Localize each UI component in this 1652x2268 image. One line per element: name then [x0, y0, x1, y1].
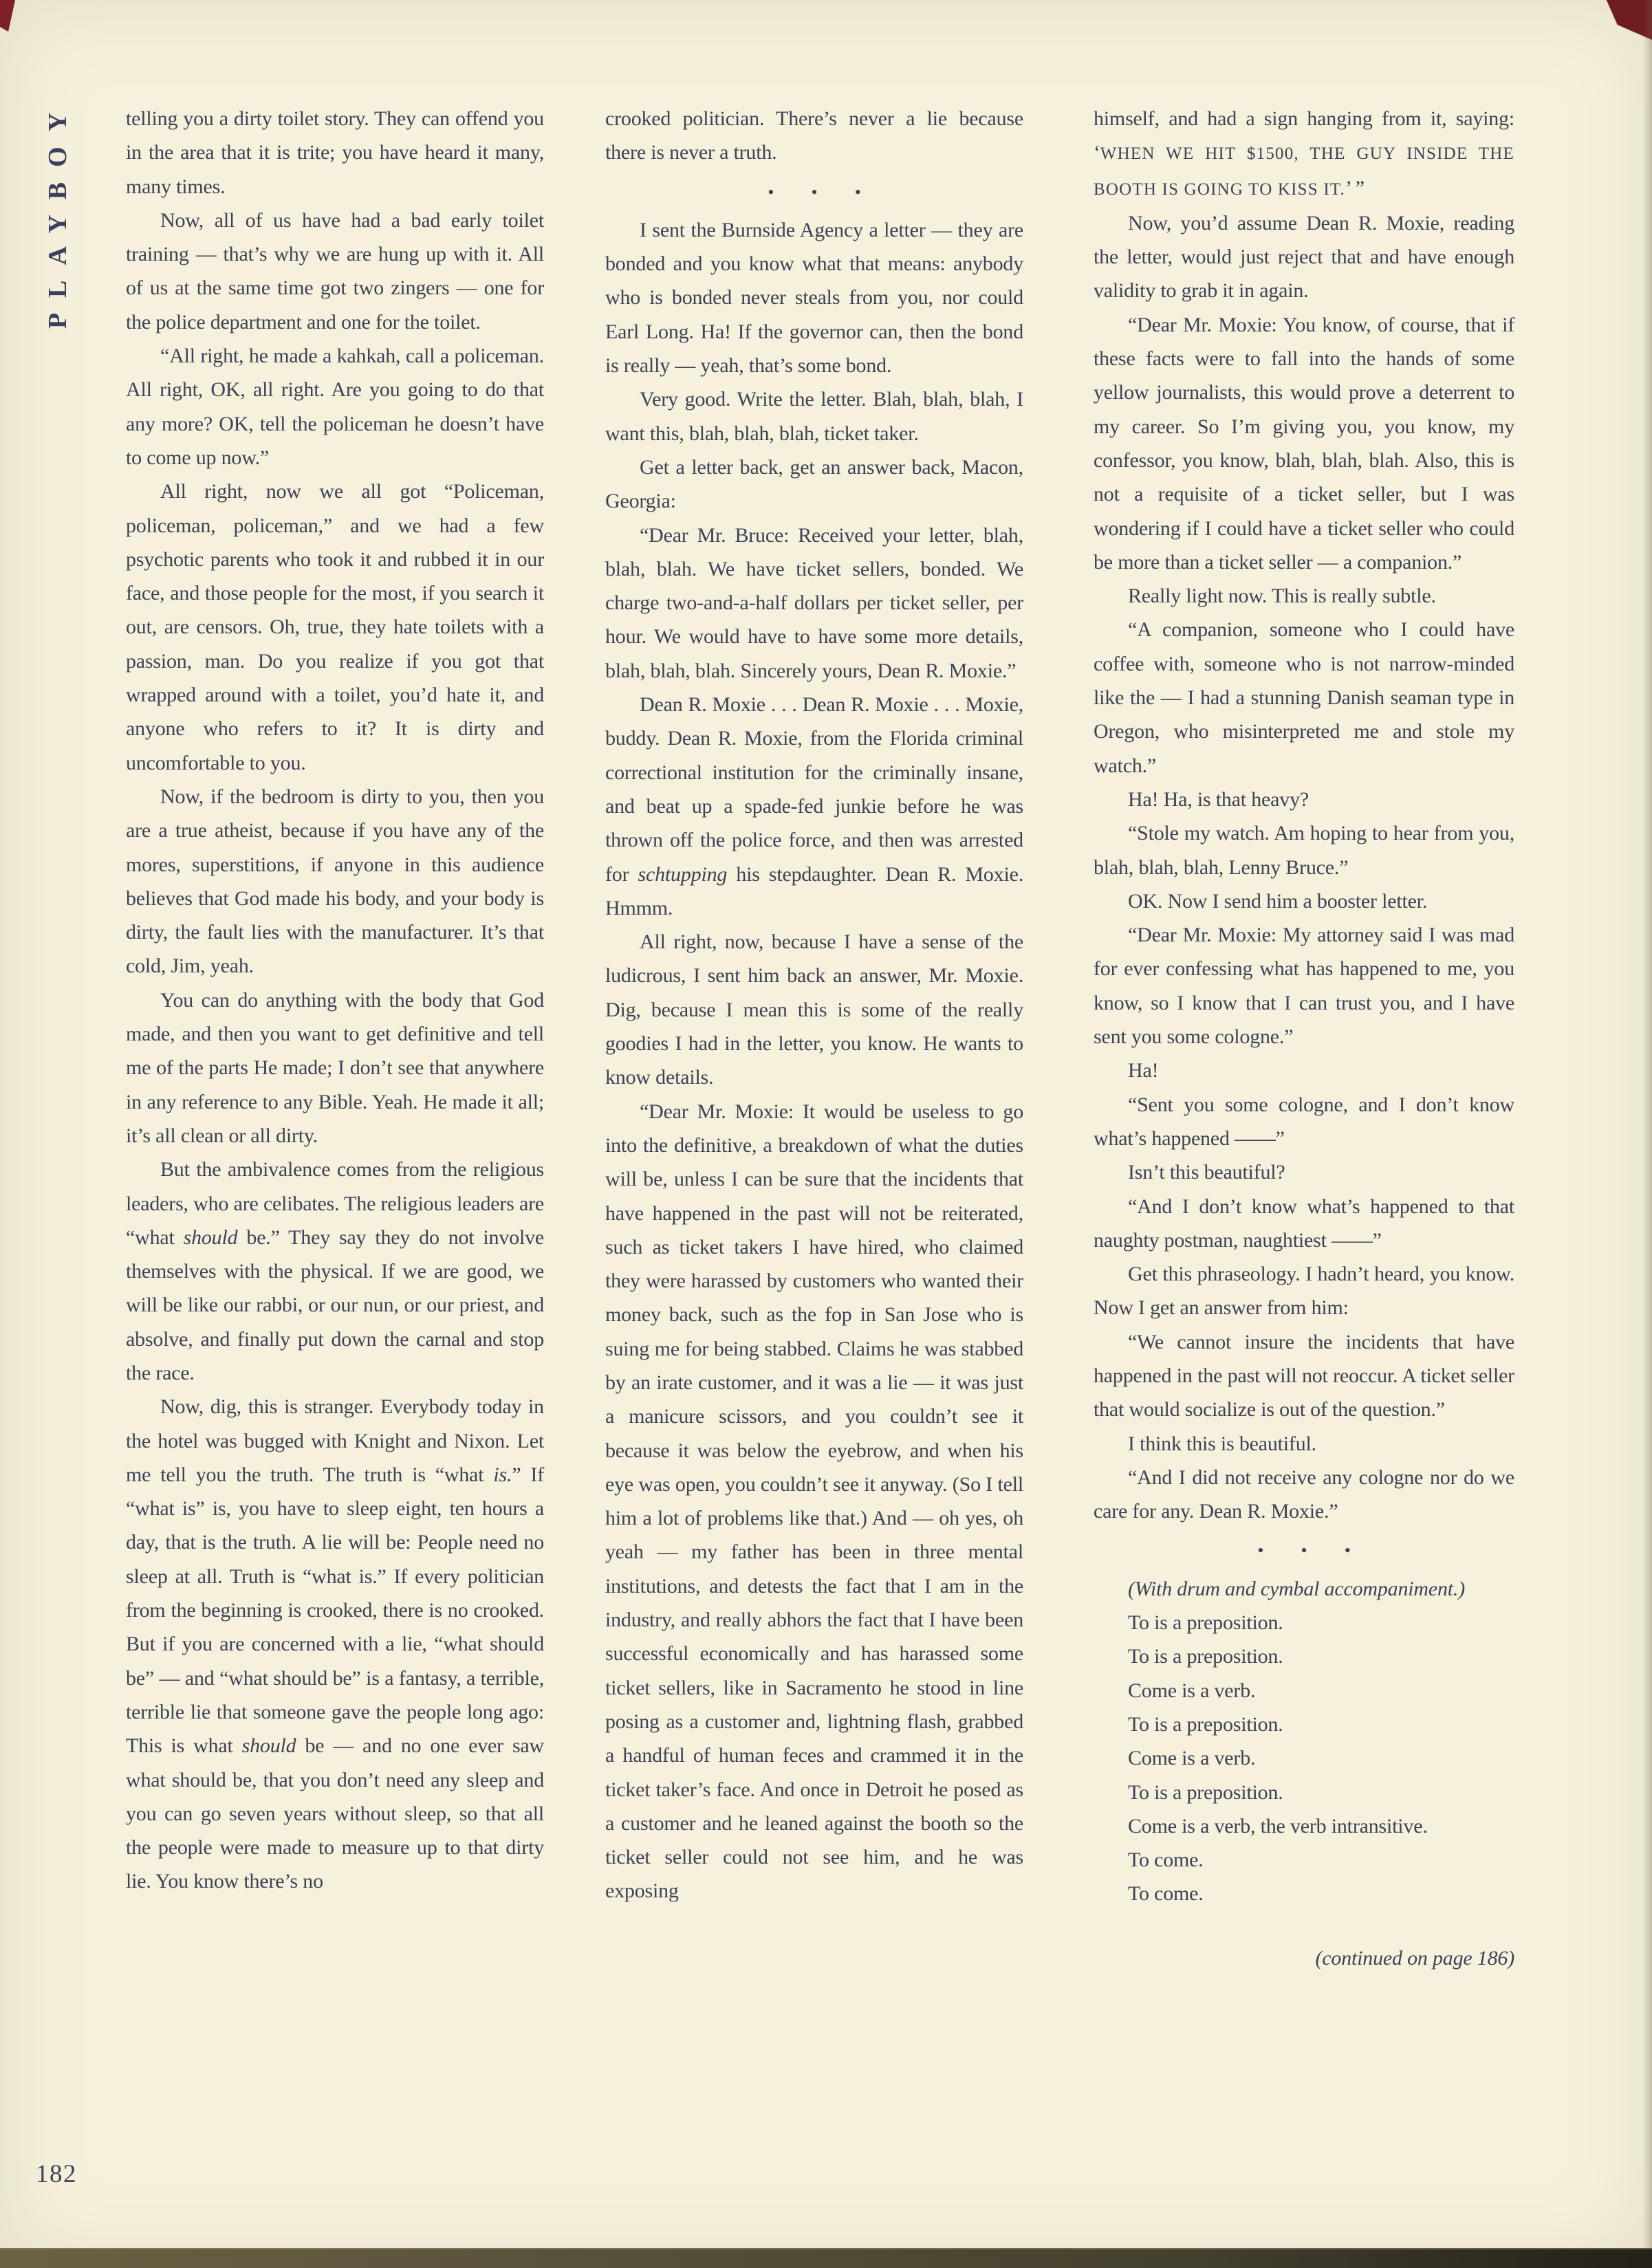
paragraph: telling you a dirty toilet story. They can offend you in the area that it is trite; you have heard it many, many times. — [126, 107, 544, 198]
paragraph: All right, now, because I have a sense of the ludicrous, I sent him back an answer, Mr. Moxie. Dig, because I mean this is some of the really goodies I had in the letter, you know. He wants to know details. — [605, 930, 1023, 1089]
verse-line: To is a preposition. — [1128, 1712, 1283, 1736]
paragraph: “We cannot insure the incidents that have happened in the past will not reoccur. A ticket seller that would socialize is out of the question.” — [1094, 1330, 1514, 1421]
page-number: 182 — [36, 2160, 77, 2188]
verse-line: To is a preposition. — [1128, 1780, 1283, 1804]
paragraph: Now, dig, this is stranger. Everybody today in the hotel was bugged with Knight and Nixon. Let me tell you the truth. The truth is “what is.” If “what is” is, you have to sleep eight, ten hours a day, that is the truth. A lie will be: People need no sleep at all. Truth is “what is.” If every politician from the beginning is crooked, there is no crooked. But if you are concerned with a lie, “what should be” — and “what should be” is a fantasy, a terrible, terrible lie that someone gave the people long ago: This is what should be — and no one ever saw what should be, that you don’t need any sleep and you can go seven years without sleep, so that all the people were made to measure up to that dirty lie. You know there’s no — [126, 1395, 545, 1893]
verse-line: Come is a verb. — [1128, 1747, 1256, 1770]
paragraph: Ha! Ha, is that heavy? — [1128, 787, 1309, 811]
paragraph: OK. Now I send him a booster letter. — [1128, 889, 1428, 913]
paragraph: crooked politician. There’s never a lie because there is never a truth. — [605, 107, 1023, 164]
paragraph: All right, now we all got “Policeman, policeman, policeman,” and we had a few psychotic parents who took it and rubbed it in our face, and those people for the most, if you search it out, are censors. Oh, true, they hate toilets with a passion, man. Do you realize if you got that wrapped around with a toilet, you’d hate it, and anyone who refers to it? It is dirty and uncomfortable to you. — [126, 480, 544, 774]
spine-magazine-title: PLAYBOY — [43, 97, 72, 329]
paragraph: Very good. Write the letter. Blah, blah, blah, I want this, blah, blah, blah, ticket taker. — [605, 388, 1023, 445]
paragraph: “Dear Mr. Bruce: Received your letter, blah, blah, blah. We have ticket sellers, bonded. We charge two-and-a-half dollars per ticket seller, per hour. We would have to have some more details, blah, blah, blah. Sincerely yours, Dean R. Moxie.” — [605, 523, 1023, 682]
paragraph: “Dear Mr. Moxie: My attorney said I was mad for ever confessing what has happened to me, you know, so I know that I can trust you, and I have sent you some cologne.” — [1094, 924, 1514, 1049]
paragraph: Now, you’d assume Dean R. Moxie, reading the letter, would just reject that and have enough validity to grab it in again. — [1094, 211, 1514, 303]
paragraph: Now, all of us have had a bad early toilet training — that’s why we are hung up with it. All of us at the same time got two zingers — one for the police department and one for the toilet. — [126, 208, 544, 334]
paragraph: Get a letter back, get an answer back, Macon, Georgia: — [605, 455, 1023, 513]
text-column-2 — [605, 102, 1023, 1908]
paragraph: “Sent you some cologne, and I don’t know what’s happened ——” — [1094, 1093, 1514, 1150]
paragraph: But the ambivalence comes from the religious leaders, who are celibates. The religious leaders are “what should be.” They say they do not involve themselves with the physical. If we are good, we will be like our rabbi, or our nun, or our priest, and absolve, and finally put down the carnal and stop the race. — [126, 1158, 545, 1384]
paragraph: Ha! — [1128, 1059, 1159, 1082]
paragraph: “All right, he made a kahkah, call a policeman. All right, OK, all right. Are you going to do that any more? OK, tell the policeman he doesn’t have to come up now.” — [126, 345, 544, 469]
paragraph: “Stole my watch. Am hoping to hear from you, blah, blah, blah, Lenny Bruce.” — [1094, 822, 1514, 879]
paragraph: “Dear Mr. Moxie: You know, of course, that if these facts were to fall into the hands of some yellow journalists, this would prove a deterrent to my career. So I’m giving you, you know, my confessor, you know, blah, blah, blah. Also, this is not a requisite of a ticket seller, but I was wondering if I could have a ticket seller who could be more than a ticket seller — a companion.” — [1094, 313, 1514, 574]
text-column-1 — [126, 102, 544, 1899]
verse-line: To come. — [1128, 1882, 1204, 1906]
paragraph: “And I did not receive any cologne nor do we care for any. Dean R. Moxie.” — [1094, 1465, 1514, 1523]
page-edge-shadow-right — [1642, 0, 1652, 2268]
verse-line: Come is a verb. — [1128, 1679, 1256, 1702]
continued-note: (continued on page 186) — [1315, 1946, 1514, 1970]
paragraph: Dean R. Moxie . . . Dean R. Moxie . . . Moxie, buddy. Dean R. Moxie, from the Florida criminal correctional institution for the criminally insane, and beat up a spade-fed junkie before he was thrown off the police force, and then was arrested for schtupping his stepdaughter. Dean R. Moxie. Hmmm. — [605, 693, 1023, 919]
scan-mark-top-left — [0, 0, 15, 32]
paragraph: Now, if the bedroom is dirty to you, then you are a true atheist, because if you have any of the mores, superstitions, if anyone in this audience believes that God made his body, and your body is dirty, the fault lies with the manufacturer. It’s that cold, Jim, yeah. — [126, 785, 544, 978]
paragraph: Isn’t this beautiful? — [1128, 1161, 1285, 1184]
verse-line: To is a preposition. — [1128, 1611, 1283, 1635]
verse-line: Come is a verb, the verb intransitive. — [1128, 1814, 1428, 1838]
paragraph: I think this is beautiful. — [1128, 1432, 1316, 1455]
paragraph: “And I don’t know what’s happened to that naughty postman, naughtiest ——” — [1094, 1195, 1514, 1252]
paragraph: Get this phraseology. I hadn’t heard, you know. Now I get an answer from him: — [1094, 1263, 1514, 1320]
section-separator: • • • — [768, 182, 861, 202]
paragraph: himself, and had a sign hanging from it, saying: ‘WHEN WE HIT $1500, THE GUY INSIDE THE BOOTH IS GOING TO KISS IT.’ ” — [1094, 107, 1514, 199]
text-column-3 — [1094, 102, 1514, 1975]
paragraph: (With drum and cymbal accompaniment.) — [1128, 1577, 1466, 1600]
verse-line: To come. — [1128, 1849, 1204, 1872]
paragraph: You can do anything with the body that God made, and then you want to get definitive and tell me of the parts He made; I don’t see that anywhere in any reference to any Bible. Yeah. He made it all; it’s all clean or all dirty. — [126, 988, 544, 1147]
verse-line: To is a preposition. — [1128, 1645, 1283, 1668]
paragraph: I sent the Burnside Agency a letter — they are bonded and you know what that means: anybody who is bonded never steals from you, nor could Earl Long. Ha! If the governor can, then the bond is really — yeah, that’s some bond. — [605, 218, 1023, 378]
page-edge-bottom — [0, 2248, 1652, 2268]
paragraph: Really light now. This is really subtle. — [1128, 585, 1436, 608]
section-separator: • • • — [1257, 1540, 1351, 1561]
paragraph: “A companion, someone who I could have coffee with, someone who is not narrow-minded like the — I had a stunning Danish seaman type in Oregon, who misinterpreted me and stole my watch.” — [1094, 618, 1514, 777]
paragraph: “Dear Mr. Moxie: It would be useless to go into the definitive, a breakdown of what the duties will be, unless I can be sure that the incidents that have happened in the past will not be reiterated, such as ticket takers I have hired, who claimed they were harassed by customers who wanted their money back, such as the fop in San Jose who is suing me for being stabbed. Claims he was stabbed by an irate customer, and it was a lie — it was just a manicure scissors, and you couldn’t see it because it was below the eyebrow, and when his eye was open, you couldn’t see it anyway. (So I tell him a lot of problems like that.) And — oh yes, oh yeah — my father has been in three mental institutions, and detests the fact that I am in the industry, and really abhors the fact that I have been successful economically and has harassed some ticket sellers, like in Sacramento he stood in line posing as a customer and, lightning flash, grabbed a handful of human feces and crammed it in the ticket taker’s face. And once in Detroit he posed as a customer and he leaned against the booth so the ticket seller could not see him, and he was exposing — [605, 1100, 1023, 1903]
